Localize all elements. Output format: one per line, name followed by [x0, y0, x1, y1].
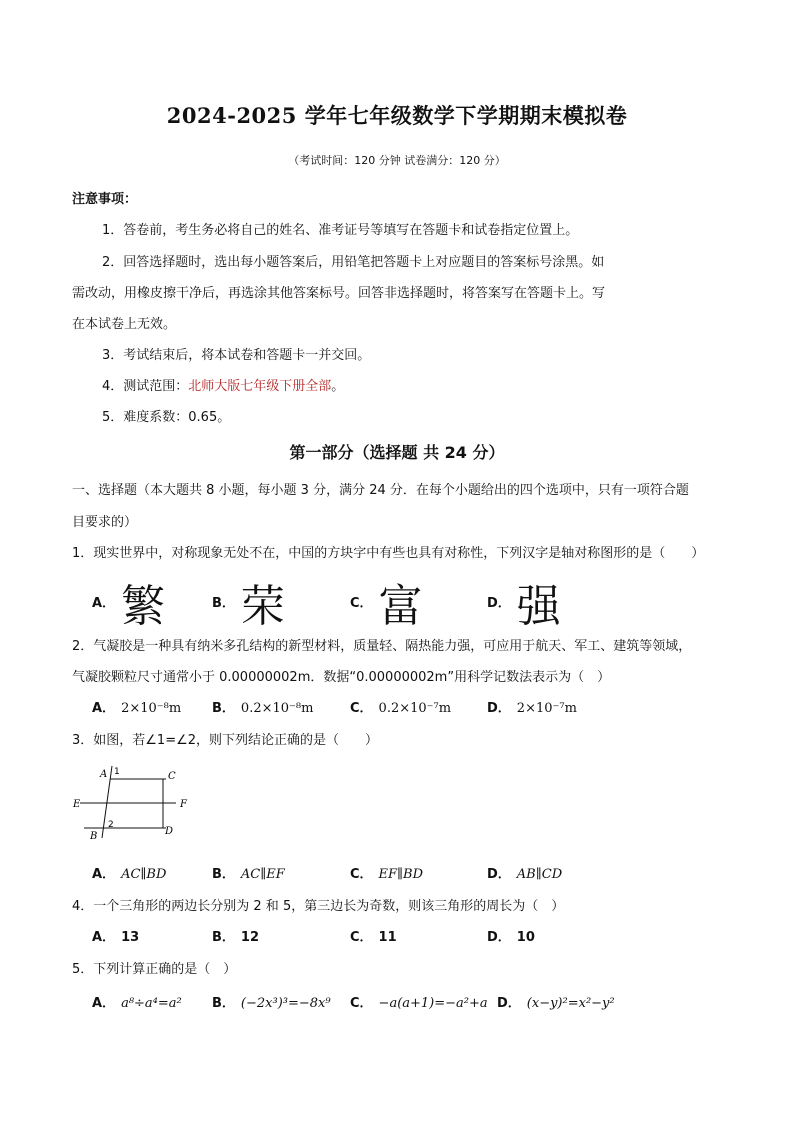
option-text: 0.2×10⁻⁷m — [378, 701, 452, 716]
option-label: A． — [92, 996, 116, 1011]
label-angle-1: 1 — [114, 767, 120, 777]
option-label: C． — [350, 996, 373, 1011]
label-a: A — [100, 769, 108, 780]
option-label: D． — [487, 867, 511, 882]
label-angle-2: 2 — [108, 820, 114, 830]
option-label: C． — [350, 701, 373, 716]
exam-title: 2024-2025 学年七年级数学下学期期末模拟卷 — [166, 103, 628, 128]
option-label: A． — [92, 867, 116, 882]
option-text: (x−y)²=x²−y² — [526, 996, 615, 1011]
option-3a[interactable] — [92, 863, 166, 882]
question-1-stem: 1．现实世界中，对称现象无处不在，中国的方块字中有些也具有对称性，下列汉字是轴对称图形的是（ ） — [72, 546, 705, 561]
label-d: D — [165, 826, 174, 837]
option-label: C． — [350, 930, 373, 945]
option-label: B． — [212, 701, 235, 716]
note-item-3: 3．考试结束后，将本试卷和答题卡一并交回。 — [102, 348, 371, 363]
option-label: C． — [350, 867, 373, 882]
section-intro-line2: 目要求的） — [72, 515, 138, 530]
option-text: 11 — [378, 930, 397, 945]
option-text: −a(a+1)=−a²+a — [378, 996, 488, 1011]
note-item-4 — [102, 375, 344, 394]
option-2d[interactable] — [487, 697, 577, 716]
option-label: D． — [487, 701, 511, 716]
option-text: AC∥EF — [240, 867, 285, 882]
option-1b[interactable] — [212, 570, 285, 634]
note-item-2-line2: 需改动，用橡皮擦干净后，再选涂其他答案标号。回答非选择题时，将答案写在答题卡上。写 — [72, 286, 606, 301]
option-5c[interactable] — [350, 992, 488, 1011]
option-4b[interactable] — [212, 926, 259, 945]
option-character: 强 — [516, 581, 561, 632]
note-item-4-suffix: 。 — [331, 379, 345, 394]
option-label: C． — [350, 595, 373, 611]
option-3b[interactable] — [212, 863, 285, 882]
option-text: AC∥BD — [121, 867, 167, 882]
section-title: 第一部分（选择题 共 24 分） — [289, 443, 505, 462]
option-label: A． — [92, 701, 116, 716]
option-5d[interactable] — [497, 992, 615, 1011]
option-label: A． — [92, 930, 116, 945]
section-intro-line1: 一、选择题（本大题共 8 小题，每小题 3 分，满分 24 分．在每个小题给出的四个选项中，只有一项符合题 — [72, 483, 689, 498]
option-label: A． — [92, 595, 116, 611]
option-label: B． — [212, 996, 235, 1011]
option-text: (−2x³)³=−8x⁹ — [240, 996, 331, 1011]
exam-subtitle: （考试时间：120 分钟 试卷满分：120 分） — [288, 154, 506, 167]
option-text: a⁸÷a⁴=a² — [121, 996, 182, 1011]
question-2-line2: 气凝胶颗粒尺寸通常小于 0.00000002m．数据“0.00000002m”用科学记数法表示为（ ） — [72, 670, 611, 685]
option-label: B． — [212, 595, 235, 611]
label-f: F — [180, 799, 187, 810]
question-3-figure — [70, 760, 200, 845]
question-4-stem: 4．一个三角形的两边长分别为 2 和 5，第三边长为奇数，则该三角形的周长为（ ） — [72, 899, 565, 914]
option-label: D． — [487, 595, 511, 611]
option-1a[interactable] — [92, 570, 165, 634]
question-2-line1: 2．气凝胶是一种具有纳米多孔结构的新型材料，质量轻、隔热能力强，可应用于航天、军工、建筑等领域， — [72, 639, 692, 654]
question-5-stem: 5．下列计算正确的是（ ） — [72, 962, 237, 977]
option-text: 13 — [121, 930, 140, 945]
test-scope: 北师大版七年级下册全部 — [188, 379, 332, 394]
option-text: 0.2×10⁻⁸m — [240, 701, 314, 716]
option-text: EF∥BD — [378, 867, 424, 882]
label-c: C — [168, 771, 176, 782]
note-item-2-line3: 在本试卷上无效。 — [72, 317, 177, 332]
note-item-5: 5．难度系数：0.65。 — [102, 410, 231, 425]
option-1c[interactable] — [350, 570, 423, 634]
option-text: 2×10⁻⁷m — [516, 701, 577, 716]
option-4a[interactable] — [92, 926, 139, 945]
option-3c[interactable] — [350, 863, 423, 882]
option-text: 12 — [240, 930, 260, 945]
option-label: D． — [497, 996, 521, 1011]
option-3d[interactable] — [487, 863, 562, 882]
option-label: B． — [212, 867, 235, 882]
option-4d[interactable] — [487, 926, 535, 945]
notes-heading: 注意事项： — [72, 192, 138, 207]
option-1d[interactable] — [487, 570, 561, 634]
option-text: 10 — [516, 930, 535, 945]
option-character: 荣 — [240, 581, 285, 632]
note-item-2-line1: 2．回答选择题时，选出每小题答案后，用铅笔把答题卡上对应题目的答案标号涂黑。如 — [102, 255, 605, 270]
note-item-4-prefix: 4．测试范围： — [102, 379, 189, 394]
question-3-stem: 3．如图，若∠1=∠2，则下列结论正确的是（ ） — [72, 733, 379, 748]
label-e: E — [73, 799, 81, 810]
option-text: 2×10⁻⁸m — [121, 701, 182, 716]
option-2c[interactable] — [350, 697, 451, 716]
option-2b[interactable] — [212, 697, 313, 716]
option-label: D． — [487, 930, 511, 945]
option-character: 繁 — [121, 581, 166, 632]
label-b: B — [90, 831, 98, 842]
note-item-1: 1．答卷前，考生务必将自己的姓名、准考证号等填写在答题卡和试卷指定位置上。 — [102, 223, 579, 238]
option-label: B． — [212, 930, 235, 945]
option-2a[interactable] — [92, 697, 181, 716]
option-5a[interactable] — [92, 992, 182, 1011]
option-text: AB∥CD — [516, 867, 563, 882]
option-5b[interactable] — [212, 992, 331, 1011]
option-4c[interactable] — [350, 926, 397, 945]
option-character: 富 — [378, 581, 423, 632]
